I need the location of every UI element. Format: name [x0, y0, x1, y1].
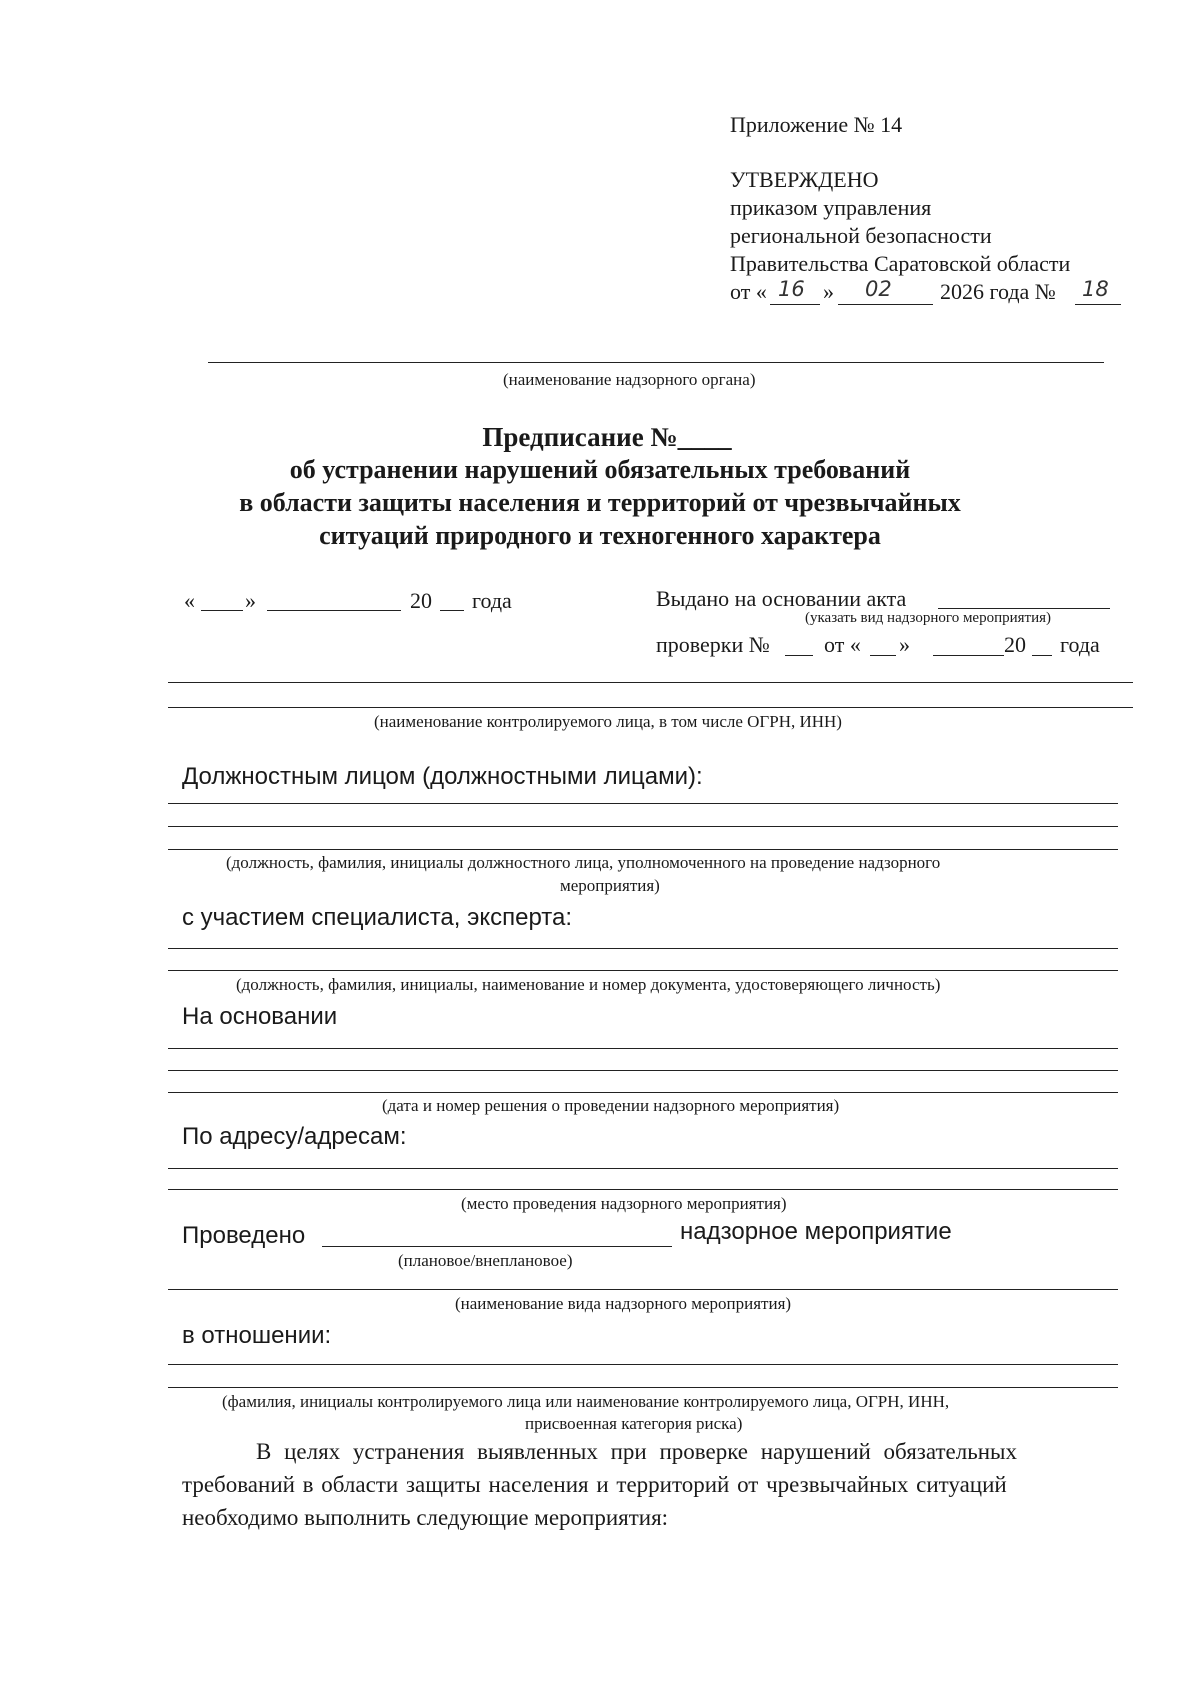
issued-caption: (указать вид надзорного мероприятия) [805, 610, 1052, 626]
conducted-kind-line [168, 1289, 1118, 1290]
paragraph-line-2: требований в области защиты населения и территорий от чрезвычайных ситуаций [182, 1472, 1007, 1497]
conducted-type-line [322, 1246, 672, 1247]
basis-line-1 [168, 1048, 1118, 1049]
basis-line-2 [168, 1070, 1118, 1071]
specialist-line-2 [168, 970, 1118, 971]
approval-date-sep: » [823, 279, 834, 304]
basis-caption: (дата и номер решения о проведении надзорного мероприятия) [382, 1096, 840, 1115]
authority-line [208, 362, 1104, 363]
controlled-caption: (наименование контролируемого лица, в том числе ОГРН, ИНН) [374, 712, 842, 731]
officials-line-3 [168, 849, 1118, 850]
paragraph-line-3: необходимо выполнить следующие мероприятия: [182, 1505, 669, 1530]
officials-label: Должностным лицом (должностными лицами): [182, 763, 703, 790]
issued-label: Выдано на основании акта [656, 586, 907, 611]
check-year-prefix: 20 [1004, 632, 1026, 657]
approval-month: 02 [865, 277, 892, 301]
officials-caption-1: (должность, фамилия, инициалы должностного лица, уполномоченного на проведение надзорного [226, 853, 941, 872]
regarding-label: в отношении: [182, 1322, 332, 1349]
title-line-2: об устранении нарушений обязательных требований [289, 455, 911, 484]
specialist-caption: (должность, фамилия, инициалы, наименование и номер документа, удостоверяющего личность) [236, 975, 941, 994]
controlled-line-2 [168, 707, 1133, 708]
basis-line-3 [168, 1092, 1118, 1093]
officials-caption-2: мероприятия) [560, 876, 660, 895]
check-label: проверки № [656, 632, 770, 657]
date-year-suffix: года [472, 588, 512, 613]
check-close-quote: » [899, 632, 910, 657]
conducted-label: Проведено [182, 1222, 306, 1249]
title-line-3: в области защиты населения и территорий от чрезвычайных [239, 488, 961, 517]
controlled-line-1 [168, 682, 1133, 683]
check-year-suffix: года [1060, 632, 1100, 657]
approval-line-1: приказом управления [730, 195, 932, 220]
approval-line-3: Правительства Саратовской области [730, 251, 1071, 276]
approval-year-text: 2026 года № [940, 279, 1056, 304]
paragraph-line-1: В целях устранения выявленных при проверке нарушений обязательных [256, 1439, 1017, 1464]
regarding-line-2 [168, 1387, 1118, 1388]
specialist-label: с участием специалиста, эксперта: [182, 904, 573, 931]
regarding-line-1 [168, 1364, 1118, 1365]
check-from-label: от « [824, 632, 861, 657]
approval-line-2: региональной безопасности [730, 223, 992, 248]
authority-caption: (наименование надзорного органа) [503, 370, 756, 389]
appendix-label: Приложение № 14 [730, 112, 903, 137]
address-caption: (место проведения надзорного мероприятия) [461, 1194, 787, 1213]
officials-line-2 [168, 826, 1118, 827]
title-line-4: ситуаций природного и техногенного характера [319, 521, 881, 550]
regarding-caption-1: (фамилия, инициалы контролируемого лица или наименование контролируемого лица, ОГРН, ИНН, [222, 1392, 950, 1411]
officials-line-1 [168, 803, 1118, 804]
title-line-1: Предписание №____ [482, 422, 732, 452]
address-line-2 [168, 1189, 1118, 1190]
conducted-type-caption: (наименование вида надзорного мероприятия) [455, 1294, 792, 1313]
approval-number: 18 [1082, 277, 1109, 301]
date-close-quote: » [245, 588, 256, 613]
conducted-suffix: надзорное мероприятие [680, 1218, 952, 1245]
address-label: По адресу/адресам: [182, 1123, 407, 1150]
date-open-quote: « [184, 588, 195, 613]
date-year-prefix: 20 [410, 588, 432, 613]
regarding-caption-2: присвоенная категория риска) [525, 1414, 743, 1433]
approval-day: 16 [778, 277, 805, 301]
approved-label: УТВЕРЖДЕНО [730, 167, 879, 192]
approval-date-prefix: от « [730, 279, 767, 304]
conducted-caption: (плановое/внеплановое) [398, 1251, 573, 1270]
basis-label: На основании [182, 1003, 338, 1030]
specialist-line-1 [168, 948, 1118, 949]
address-line-1 [168, 1168, 1118, 1169]
